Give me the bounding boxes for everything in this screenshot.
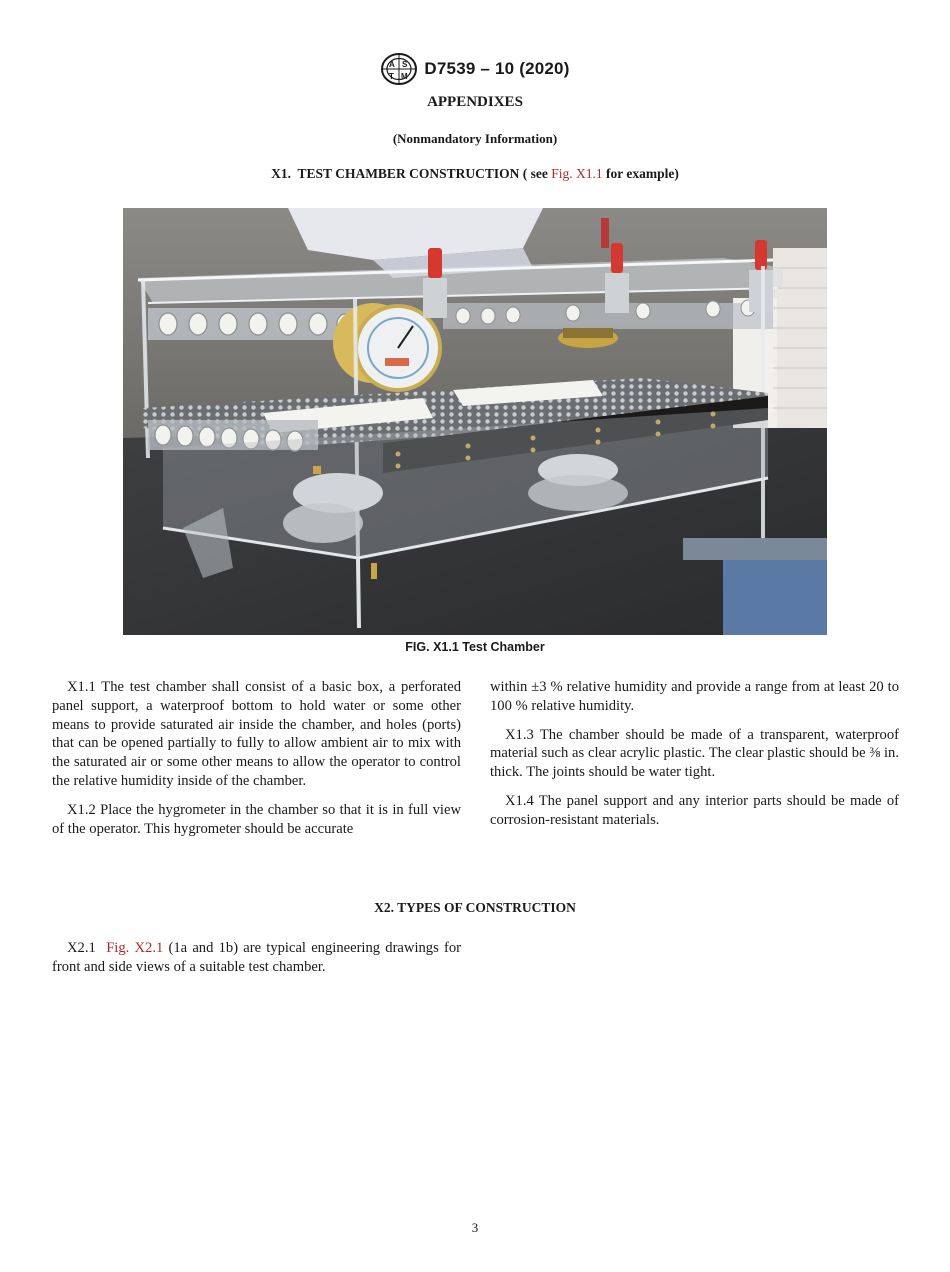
fig-x2-1-link[interactable]: Fig. X2.1 xyxy=(106,940,164,956)
paragraph-x1-1: X1.1 The test chamber shall consist of a basic box, a perforated panel support, a waterproof bottom to hold water or some other means to provide saturated air inside the chamber, and holes (ports) that can be opened partially to fully to allow ambient air to mix with the saturated air or some other means to allow the operator to control the relative humidity inside of the chamber. xyxy=(52,679,461,789)
paragraph-x1-2-start: X1.2 Place the hygrometer in the chamber so that it is in full view of the operator. This hygrometer should be accurate xyxy=(52,801,461,837)
nonmandatory-label: (Nonmandatory Information) xyxy=(392,131,558,146)
right-column xyxy=(490,678,899,840)
section-x1-heading xyxy=(0,166,950,182)
paragraph-x2-1-number: X2.1 xyxy=(67,940,107,956)
left-column xyxy=(52,678,461,848)
figure-caption: FIG. X1.1 Test Chamber xyxy=(405,640,545,654)
fig-x1-1-link[interactable]: Fig. X1.1 xyxy=(551,166,603,181)
paragraph-x1-4: X1.4 The panel support and any interior parts should be made of corrosion-resistant materials. xyxy=(490,792,899,828)
section-x2-heading: X2. TYPES OF CONSTRUCTION xyxy=(374,900,576,915)
section-x1-heading-text: X1. TEST CHAMBER CONSTRUCTION ( see xyxy=(271,166,552,181)
paragraph-x2-1 xyxy=(52,939,461,977)
paragraph-x1-3: X1.3 The chamber should be made of a transparent, waterproof material such as clear acrylic plastic. The clear plastic should be ⅜ in. thick. The joints should be water tight. xyxy=(490,726,899,781)
page-number: 3 xyxy=(471,1220,479,1235)
paragraph-x1-2-end: within ±3 % relative humidity and provide a range from at least 20 to 100 % relative humidity. xyxy=(490,679,899,714)
test-chamber-photo xyxy=(123,208,827,635)
svg-text:M: M xyxy=(401,72,409,81)
document-designation: D7539 – 10 (2020) xyxy=(424,59,570,78)
paragraph-x2-1-text: (1a and 1b) are typical engineering drawings for front and side views of a suitable test chamber. xyxy=(52,940,461,975)
paragraph-x2-1-block xyxy=(52,939,461,977)
svg-text:A: A xyxy=(389,60,396,69)
astm-logo-icon xyxy=(380,52,418,86)
svg-text:S: S xyxy=(402,60,408,69)
appendixes-title: APPENDIXES xyxy=(427,94,523,110)
svg-text:T: T xyxy=(389,72,395,81)
page-header xyxy=(0,52,950,86)
section-x1-heading-tail: for example) xyxy=(602,166,679,181)
